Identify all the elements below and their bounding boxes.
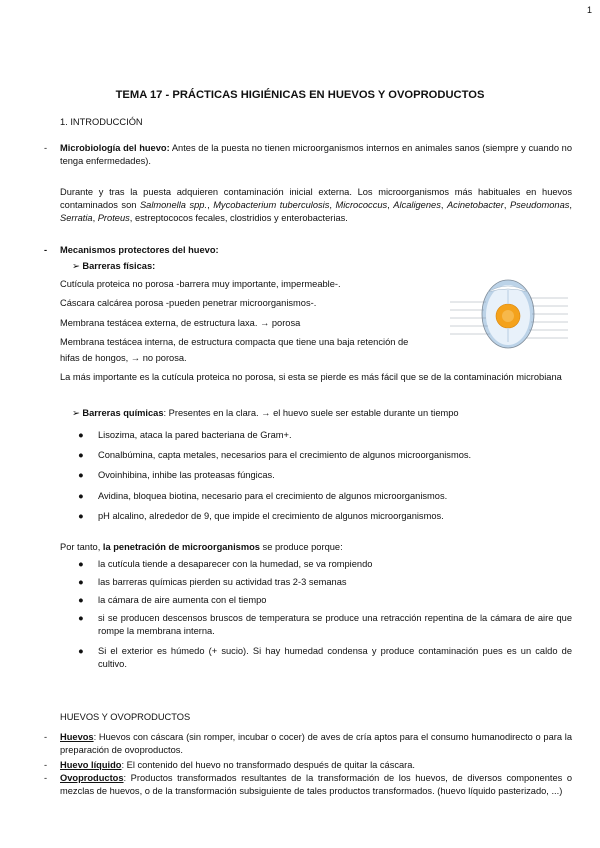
- def-term: Huevos: [60, 732, 94, 742]
- dash-bullet: -: [44, 143, 48, 153]
- def-term: Huevo líquido: [60, 760, 122, 770]
- species-pseudomonas: Pseudomonas: [509, 200, 570, 211]
- penetracion-bold: la penetración de microorganismos: [102, 542, 260, 552]
- mecanismos-heading: [44, 244, 219, 257]
- penetracion-post: se produce porque:: [259, 542, 343, 552]
- page-title: TEMA 17 - PRÁCTICAS HIGIÉNICAS EN HUEVOS Y OVOPRODUCTOS: [115, 89, 485, 101]
- bullet-dot-icon: ●: [78, 470, 84, 480]
- fisica-line-5: hifas de hongos, → no porosa.: [60, 353, 187, 363]
- bullet-dot-icon: ●: [78, 491, 84, 501]
- def-text: : El contenido del huevo no transformado después de quitar la cáscara.: [121, 760, 416, 770]
- species-salmonella: Salmonella spp.: [139, 200, 208, 211]
- species-micrococcus: Micrococcus: [335, 200, 388, 211]
- species-proteus: Proteus: [97, 213, 130, 224]
- bullet-dot-icon: ●: [78, 595, 84, 605]
- contaminacion-end: estreptococos fecales, clostridios y enterobacterias.: [132, 213, 348, 224]
- penetracion-item: si se producen descensos bruscos de temperatura se produce una retracción repentina de la cámara de aire que rompe la membrana interna.: [98, 613, 572, 637]
- page-number: 1: [586, 5, 592, 15]
- bullet-dot-icon: ●: [78, 646, 84, 656]
- barreras-quimicas-text: : Presentes en la clara. → el huevo suele ser estable durante un tiempo: [163, 408, 459, 418]
- dash-bullet: -: [44, 760, 48, 770]
- cuticula-note: La más importante es la cutícula proteica no porosa, si esta se pierde es más fácil que se de la contaminación microbiana: [60, 372, 562, 382]
- fisica-line-2: Cáscara calcárea porosa -pueden penetrar microorganismos-.: [60, 298, 317, 308]
- penetracion-item: la cutícula tiende a desaparecer con la humedad, se va rompiendo: [98, 559, 373, 569]
- def-huevo-liquido: [44, 759, 572, 772]
- section-heading-huevos-ovoproductos: HUEVOS Y OVOPRODUCTOS: [60, 712, 191, 722]
- quimica-ovoinhibina: Ovoinhibina, inhibe las proteasas fúngicas.: [98, 470, 275, 480]
- arrow-bullet-icon: ➢: [72, 408, 83, 418]
- list-item: [78, 645, 572, 671]
- section-heading-introduccion: 1. INTRODUCCIÓN: [60, 117, 143, 127]
- barreras-fisicas-heading: [72, 260, 155, 273]
- def-huevos: [44, 731, 572, 757]
- bullet-dot-icon: ●: [78, 511, 84, 521]
- egg-shell-icon: [482, 280, 534, 348]
- barreras-quimicas-label: Barreras químicas: [82, 408, 164, 418]
- species-serratia: Serratia: [60, 213, 93, 224]
- microbiologia-label: Microbiología del huevo:: [60, 143, 170, 153]
- dash-bullet: -: [44, 732, 48, 742]
- fisica-line-1: Cutícula proteica no porosa -barrera muy importante, impermeable-.: [60, 279, 341, 289]
- bullet-dot-icon: ●: [78, 430, 84, 440]
- barreras-quimicas-line: [72, 407, 459, 420]
- quimica-conalbumina: Conalbúmina, capta metales, necesarios para el crecimiento de algunos microorganismos.: [98, 450, 472, 460]
- species-mycobacterium: Mycobacterium tuberculosis: [213, 200, 330, 211]
- def-text: : Huevos con cáscara (sin romper, incubar o cocer) de aves de cría aptos para el consumo humanodirecto o para la preparación de ovoproductos.: [60, 732, 572, 756]
- species-alcaligenes: Alcaligenes: [393, 200, 441, 211]
- quimica-lisozima: Lisozima, ataca la pared bacteriana de Gram+.: [98, 430, 292, 440]
- fisica-line-4: Membrana testácea interna, de estructura compacta que tiene una baja retención de: [60, 337, 409, 347]
- quimica-ph: pH alcalino, alrededor de 9, que impide el crecimiento de algunos microorganismos.: [98, 511, 444, 521]
- bullet-dot-icon: ●: [78, 450, 84, 460]
- list-item: [78, 612, 572, 638]
- dash-bullet: -: [44, 773, 48, 783]
- microbiologia-text: Antes de la puesta no tienen microorganismos internos en animales sanos (siempre y cuando no tenga enfermedades).: [60, 143, 572, 167]
- def-term: Ovoproductos: [60, 773, 124, 783]
- penetracion-item: Si el exterior es húmedo (+ sucio). Si hay humedad condensa y produce contaminación pues es un caldo de cultivo.: [98, 646, 572, 670]
- bullet-dot-icon: ●: [78, 559, 84, 569]
- egg-structure-diagram: [446, 278, 572, 350]
- contaminacion-text: Durante y tras la puesta adquieren contaminación inicial externa. Los microorganismos más habituales en huevos contaminados son: [60, 187, 572, 211]
- microbiologia-paragraph: [44, 142, 572, 168]
- mecanismos-title: Mecanismos protectores del huevo:: [60, 245, 219, 255]
- quimica-avidina: Avidina, bloquea biotina, necesario para el crecimiento de algunos microorganismos.: [98, 491, 448, 501]
- bullet-dot-icon: ●: [78, 613, 84, 623]
- bullet-dot-icon: ●: [78, 577, 84, 587]
- contaminacion-paragraph: Durante y tras la puesta adquieren contaminación inicial externa. Los microorganismos más habituales en huevos contaminados son Salmonella spp., Mycobacterium tuberculosis, Micrococcus, Alcaligenes, Acinetobacter, Pseudomonas, Serratia, Proteus, estreptococos fecales, clostridios y enterobacterias.: [60, 187, 572, 224]
- def-text: : Productos transformados resultantes de la transformación de los huevos, de diversos componentes o mezclas de huevos, o de la transformación subsiguiente de tales productos transformados. (huevo líquido pasterizado, ...): [60, 773, 572, 797]
- penetracion-item: las barreras químicas pierden su actividad tras 2-3 semanas: [98, 577, 347, 587]
- dash-bullet: -: [44, 245, 48, 255]
- arrow-bullet-icon: ➢: [72, 261, 83, 271]
- penetracion-pre: Por tanto,: [60, 542, 103, 552]
- fisica-line-3: Membrana testácea externa, de estructura laxa. → porosa: [60, 318, 301, 328]
- penetracion-item: la cámara de aire aumenta con el tiempo: [98, 595, 267, 605]
- penetracion-intro: [60, 541, 343, 554]
- barreras-fisicas-label: Barreras físicas:: [82, 261, 156, 271]
- species-acinetobacter: Acinetobacter: [446, 200, 504, 211]
- def-ovoproductos: [44, 772, 572, 798]
